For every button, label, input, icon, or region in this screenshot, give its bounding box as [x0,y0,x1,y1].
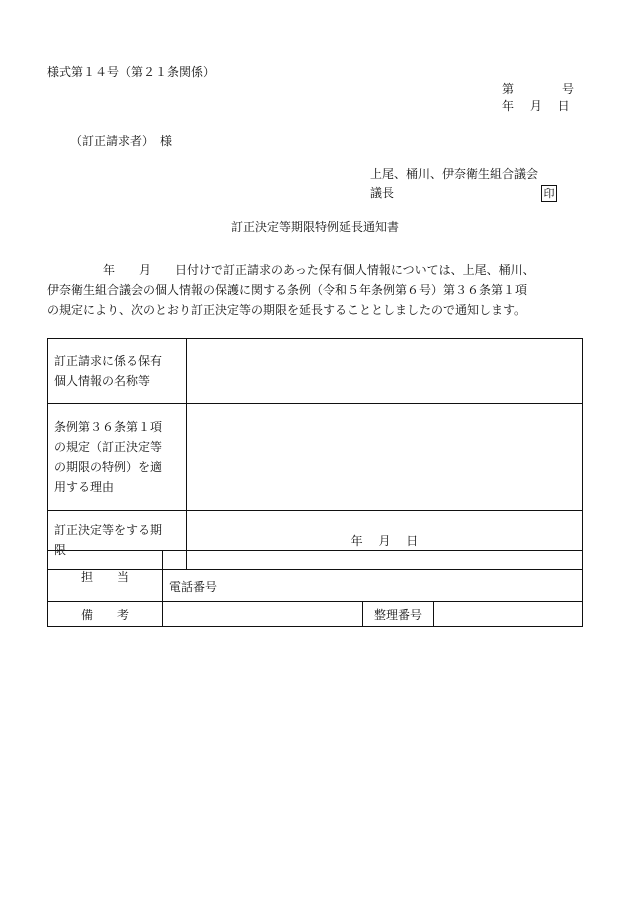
document-title: 訂正決定等期限特例延長通知書 [230,220,399,234]
addressee: （訂正請求者） 様 [70,134,173,148]
decision-deadline-field[interactable]: 年 月 日 [187,511,583,570]
form-number: 様式第１４号（第２１条関係） [47,65,216,79]
table-row [48,602,583,627]
person-in-charge-label: 担 当 [48,551,163,602]
notice-body [47,260,587,320]
extension-details-table [47,338,583,570]
issue-date: 年 月 日 [502,99,570,113]
reference-number-field[interactable] [434,602,583,627]
phone-number-label: 電話番号 [169,580,218,594]
extension-reason-field[interactable] [187,404,583,511]
document-number: 第 号 [502,82,575,96]
sender-organization: 上尾、桶川、伊奈衛生組合議会 [370,167,539,181]
body-line: 伊奈衛生組合議会の個人情報の保護に関する条例（令和５年条例第６号）第３６条第１項 [47,283,528,297]
office-use-table [47,550,583,627]
table-row [48,404,583,511]
personal-info-name-field[interactable] [187,339,583,404]
extension-reason-label: 条例第３６条第１項 の規定（訂正決定等 の期限の特例）を適 用する理由 [48,404,187,511]
personal-info-name-label: 訂正請求に係る保有 個人情報の名称等 [48,339,187,404]
table-row [48,551,583,602]
reference-number-label: 整理番号 [363,602,434,627]
remarks-field[interactable] [163,602,363,627]
sender-title: 議長 [370,186,395,200]
table-row [48,339,583,404]
seal-stamp: 印 [541,185,557,202]
remarks-label: 備 考 [48,602,163,627]
body-line: 年 月 日付けで訂正請求のあった保有個人情報については、上尾、桶川、 [103,263,535,277]
phone-number-field[interactable] [163,551,583,602]
body-line: の規定により、次のとおり訂正決定等の期限を延長することとしましたので通知します。 [47,303,527,317]
decision-deadline-label: 訂正決定等をする期 限 [48,511,187,570]
